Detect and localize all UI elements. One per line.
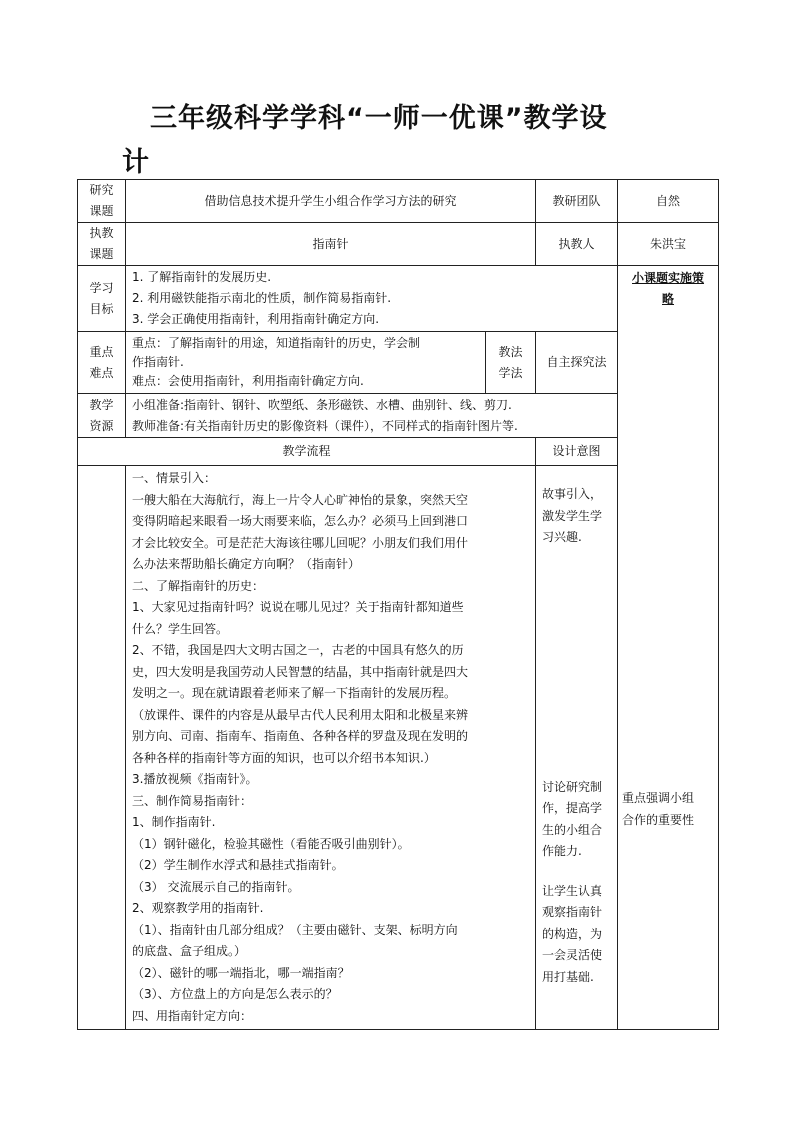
goal-item: 3. 学会正确使用指南针，利用指南针确定方向. [132,312,380,326]
intent-content: 故事引入， 激发学生学 习兴趣. 讨论研究制 作，提高学 生的小组合 作能力. 让学生认真 观察指南针 的构造，为 一会灵活使 用打基础. [536,466,618,1030]
goals-label: 学习 目标 [78,266,126,332]
focus-label: 重点 难点 [78,332,126,394]
method-value: 自主探究法 [536,332,618,394]
team-value: 自然 [618,180,719,223]
table-row [78,266,719,332]
focus-content: 重点：了解指南针的用途，知道指南针的历史，学会制 作指南针. 难点：会使用指南针，利用指南针确定方向. [126,332,486,394]
research-topic-value: 借助信息技术提升学生小组合作学习方法的研究 [126,180,536,223]
goals-content [126,266,618,332]
lesson-plan-table [77,179,719,1030]
teacher-value: 朱洪宝 [618,223,719,266]
table-row [78,223,719,266]
strategy-text: 重点强调小组 合作的重要性 [622,791,695,827]
table-row [78,180,719,223]
page-title: 三年级科学学科“一师一优课”教学设 [150,103,608,134]
strategy-title: 小课题实施策 略 [632,271,705,306]
lesson-topic-value: 指南针 [126,223,536,266]
teacher-label: 执教人 [536,223,618,266]
resources-label: 教学 资源 [78,394,126,438]
strategy-column [618,266,719,1030]
resources-content: 小组准备:指南针、钢针、吹塑纸、条形磁铁、水槽、曲别针、线、剪刀. 教师准备:有关指南针历史的影像资料（课件），不同样式的指南针图片等. [126,394,618,438]
goal-item: 1. 了解指南针的发展历史. [132,270,272,284]
method-label: 教法 学法 [486,332,536,394]
research-topic-label: 研究 课题 [78,180,126,223]
process-content: 一、情景引入： 一艘大船在大海航行，海上一片令人心旷神怡的景象，突然天空 变得阴暗起来眼看一场大雨要来临，怎么办？必须马上回到港口 才会比较安全。可是茫茫大海该往哪儿回呢？小朋友们我们用什 么办法来帮助船长确定方向啊？（指南针） 二、了解指南针的历史： 1、大家见过指南针吗？说说在哪儿见过？关于指南针都知道些 什么？学生回答。 2、不错，我国是四大文明古国之一，古老的中国具有悠久的历 史，四大发明是我国劳动人民智慧的结晶，其中指南针就是四大 发明之一。现在就请跟着老师来了解一下指南针的发展历程。 （放课件、课件的内容是从最早古代人民利用太阳和北极星来辨 别方向、司南、指南车、指南鱼、各种各样的罗盘及现在发明的 各种各样的指南针等方面的知识，也可以介绍书本知识.） 3.播放视频《指南针》。 三、制作简易指南针： 1、制作指南针. （1）钢针磁化，检验其磁性（看能否吸引曲别针）。 （2）学生制作水浮式和悬挂式指南针。 （3） 交流展示自己的指南针。 2、观察教学用的指南针. （1）、指南针由几部分组成？（主要由磁针、支架、标明方向 的底盘、盒子组成。） （2）、磁针的哪一端指北，哪一端指南？ （3）、方位盘上的方向是怎么表示的？ 四、用指南针定方向： [126,466,536,1030]
lesson-topic-label: 执教 课题 [78,223,126,266]
process-header: 教学流程 [78,438,536,466]
team-label: 教研团队 [536,180,618,223]
page-title-continued: 计 [122,147,149,178]
intent-header: 设计意图 [536,438,618,466]
process-blank-cell [78,466,126,1030]
goal-item: 2. 利用磁铁能指示南北的性质，制作简易指南针. [132,291,392,305]
